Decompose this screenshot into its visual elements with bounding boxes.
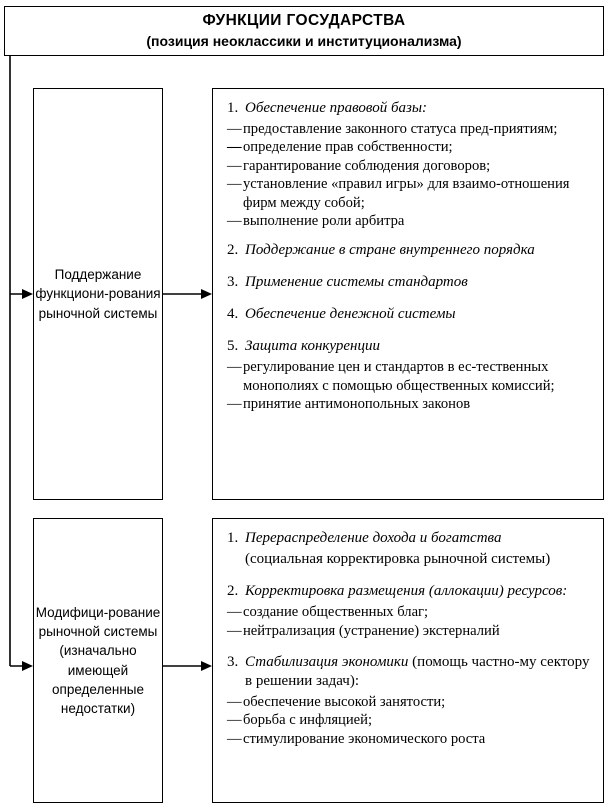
block-1-content-box [212,88,604,500]
diagram-title-box [4,6,604,56]
sub-item-text: установление «правил игры» для взаимо-отношения фирм между собой; [243,176,570,211]
dash-marker: — [227,157,242,174]
item-number: 3. [227,653,239,670]
dash-marker: — [227,121,242,138]
sub-list-item [227,711,593,729]
list-item [227,337,593,356]
sub-item-text: предоставление законного статуса пред-приятиям; [243,121,558,138]
item-text: Перераспределение дохода и богатства [245,530,502,546]
item-text: Применение системы стандартов [245,274,468,291]
sub-list [227,120,593,230]
block-2-content-box [212,518,604,803]
sub-list-item [227,693,593,711]
item-continuation: (социальная корректировка рыночной системы) [245,551,551,568]
dash-marker: — [227,712,242,729]
sub-item-text: принятие антимонопольных законов [243,396,471,413]
sub-list-item [227,212,593,230]
sub-list-item [227,603,593,621]
item-number: 3. [227,274,239,291]
sub-list-item [227,138,593,156]
sub-item-text: гарантирование соблюдения договоров; [243,157,491,174]
dash-marker: — [227,730,242,747]
sub-item-text: регулирование цен и стандартов в ес-тественных монополиях с помощью общественных комиссий; [243,359,555,394]
item-text: Защита конкуренции [245,338,380,355]
dash-marker: — [227,359,242,376]
list-item [227,241,593,260]
sub-list-item [227,175,593,212]
item-text: Обеспечение денежной системы [245,306,456,323]
sub-list [227,603,593,640]
dash-marker: — [227,176,242,193]
block-1-label-box [33,88,163,500]
item-number: 1. [227,530,239,546]
block-2-label-box [33,518,163,803]
sub-list-item [227,730,593,748]
sub-item-text: определение прав собственности; [243,139,453,156]
sub-list-item [227,395,593,413]
list-item [227,99,593,118]
block-1-label: Поддержание функциони-рования рыночной системы [35,267,161,321]
page-title: ФУНКЦИИ ГОСУДАРСТВА [202,11,406,29]
sub-item-text: борьба с инфляцией; [243,712,373,729]
list-item [227,305,593,324]
list-item [227,529,593,548]
sub-list-item [227,622,593,640]
list-item [227,582,593,601]
item-number: 4. [227,306,239,323]
sub-list-item [227,120,593,138]
item-number: 1. [227,100,239,116]
sub-list-item [227,358,593,395]
list-item [227,653,593,691]
sub-item-text: выполнение роли арбитра [243,212,405,229]
list-item [227,273,593,292]
sub-list [227,693,593,748]
block-2-label: Модифици-рование рыночной системы (изначально имеющей определенные недостатки) [35,605,161,716]
item-text-tail: (помощь частно-му сектору в решении задач): [245,653,590,689]
item-number: 2. [227,583,239,600]
dash-marker: — [227,693,242,710]
dash-marker: — [227,604,242,621]
item-text-wrap [245,653,593,691]
dash-marker: — [227,622,242,639]
sub-list [227,358,593,413]
sub-item-text: стимулирование экономического роста [243,730,486,747]
item-text: Поддержание в стране внутреннего порядка [245,242,535,259]
sub-list-item [227,157,593,175]
page-subtitle: (позиция неоклассики и институционализма) [146,32,462,49]
item-number: 2. [227,242,239,259]
sub-item-text: обеспечение высокой занятости; [243,693,446,710]
item-text: Обеспечение правовой базы: [245,100,428,116]
item-text: Стабилизация экономики [245,653,409,670]
dash-marker: — [227,139,242,156]
sub-item-text: создание общественных благ; [243,604,429,621]
item-number: 5. [227,338,239,355]
dash-marker: — [227,212,242,229]
item-text: Корректировка размещения (аллокации) ресурсов: [245,583,568,600]
sub-item-text: нейтрализация (устранение) экстерналий [243,622,500,639]
dash-marker: — [227,396,242,413]
